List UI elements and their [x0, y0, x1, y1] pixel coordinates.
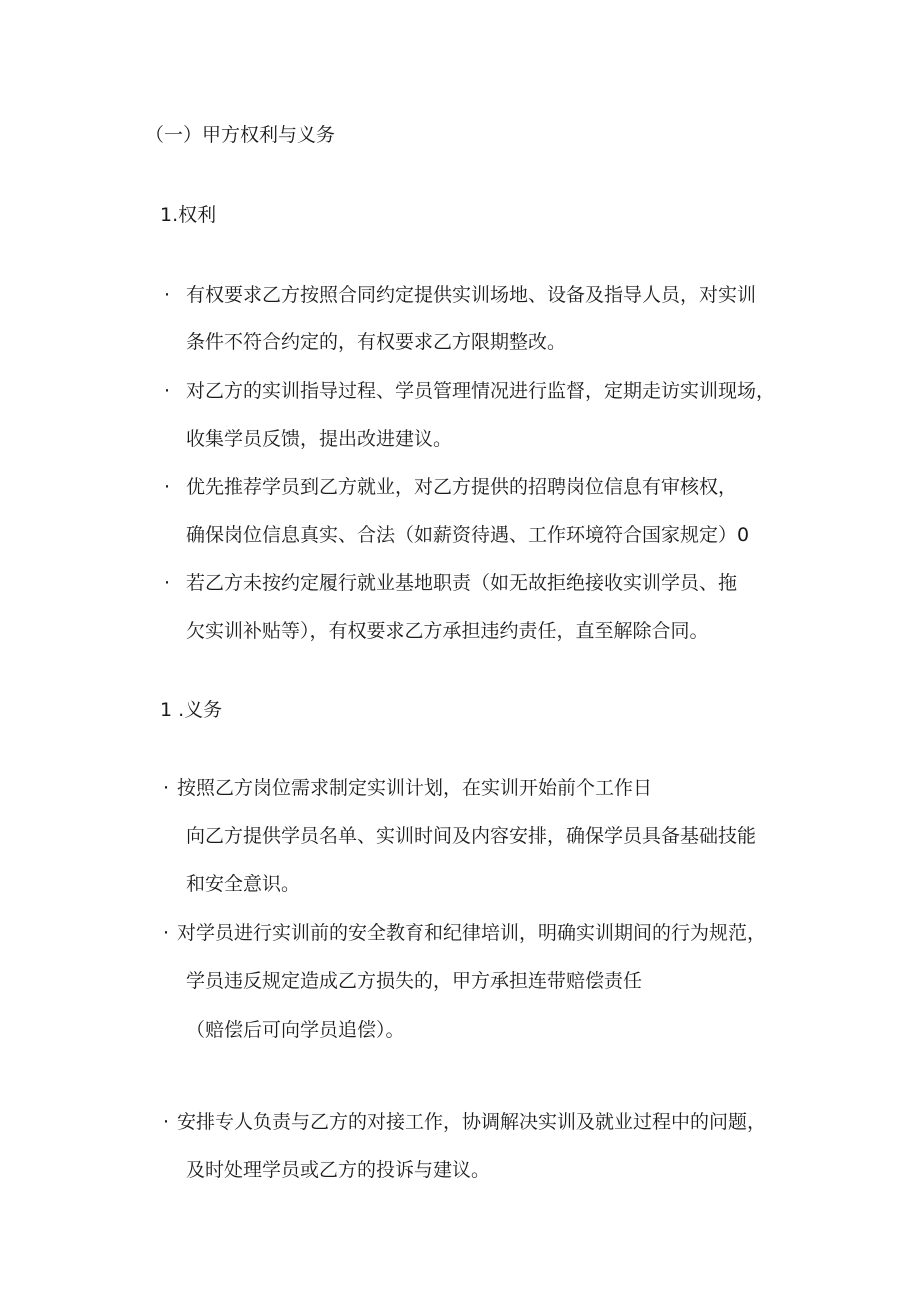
- rights-item-line: 优先推荐学员到乙方就业，对乙方提供的招聘岗位信息有审核权，: [186, 476, 738, 498]
- obligations-item-line: 学员违反规定造成乙方损失的，甲方承担连带赔偿责任: [186, 970, 643, 992]
- rights-heading: 1.权利: [160, 204, 217, 226]
- bullet-dot-icon: ·: [164, 284, 171, 306]
- rights-item-line: 收集学员反馈，提出改进建议。: [186, 428, 453, 450]
- bullet-dot-icon: ·: [163, 922, 170, 944]
- rights-item-line: 欠实训补贴等），有权要求乙方承担违约责任，直至解除合同。: [186, 620, 709, 642]
- obligations-item-line: 按照乙方岗位需求制定实训计划，在实训开始前个工作日: [177, 777, 653, 799]
- obligations-item-line: 向乙方提供学员名单、实训时间及内容安排，确保学员具备基础技能: [186, 825, 757, 847]
- bullet-dot-icon: ·: [164, 476, 171, 498]
- bullet-dot-icon: ·: [163, 777, 170, 799]
- obligations-heading: 1 .义务: [160, 699, 223, 721]
- obligations-item-line: 对学员进行实训前的安全教育和纪律培训，明确实训期间的行为规范，: [177, 922, 767, 944]
- bullet-dot-icon: ·: [164, 380, 171, 402]
- section-title: （一）甲方权利与义务: [145, 124, 336, 146]
- rights-item-line: 条件不符合约定的，有权要求乙方限期整改。: [186, 331, 567, 353]
- rights-item-line: 若乙方未按约定履行就业基地职责（如无故拒绝接收实训学员、拖: [186, 572, 738, 594]
- obligations-item-line: 安排专人负责与乙方的对接工作，协调解决实训及就业过程中的问题，: [177, 1111, 767, 1133]
- obligations-item-line: （赔偿后可向学员追偿）。: [186, 1019, 405, 1041]
- obligations-item-line: 及时处理学员或乙方的投诉与建议。: [186, 1159, 491, 1181]
- bullet-dot-icon: ·: [163, 1111, 170, 1133]
- bullet-dot-icon: ·: [164, 572, 171, 594]
- rights-item-line: 对乙方的实训指导过程、学员管理情况进行监督，定期走访实训现场，: [186, 380, 776, 402]
- rights-item-line: 有权要求乙方按照合同约定提供实训场地、设备及指导人员，对实训: [186, 284, 757, 306]
- rights-item-line: 确保岗位信息真实、合法（如薪资待遇、工作环境符合国家规定）0: [186, 524, 750, 546]
- obligations-item-line: 和安全意识。: [186, 873, 301, 895]
